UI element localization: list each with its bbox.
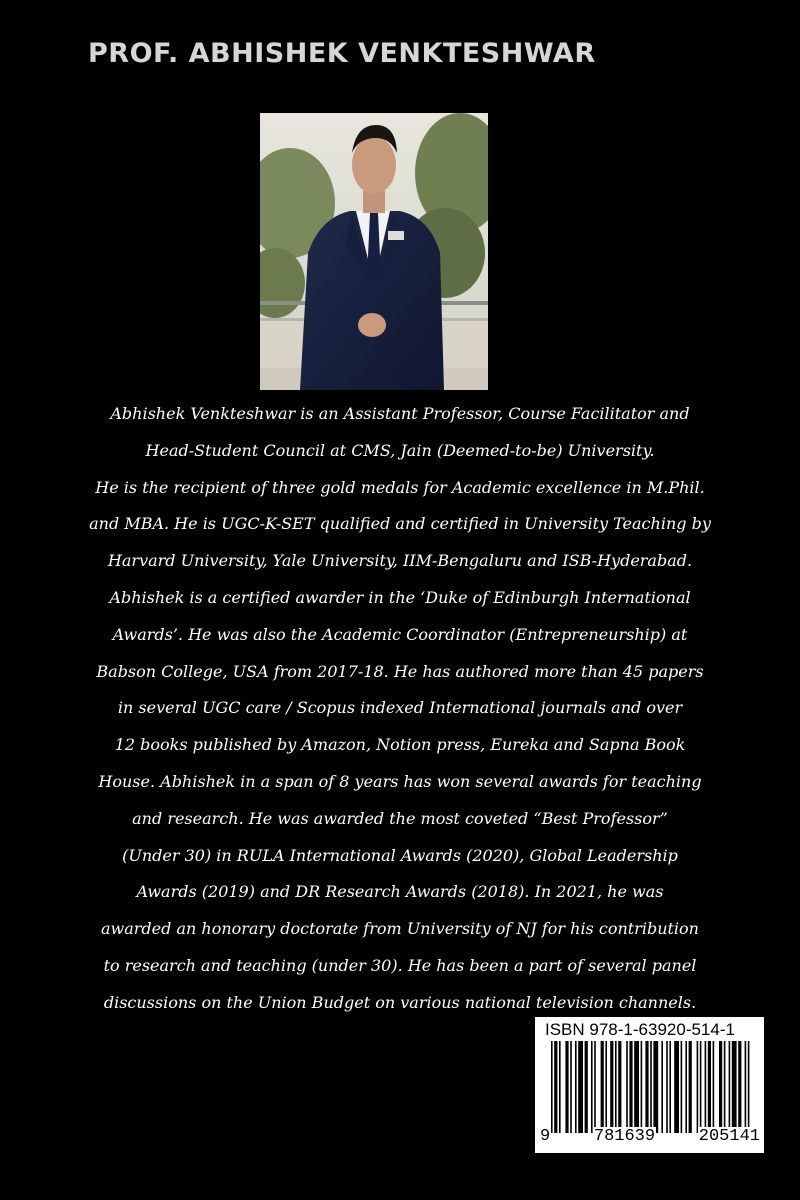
barcode-digit-group: 205141	[698, 1127, 760, 1146]
barcode-bar	[641, 1041, 643, 1133]
bio-line: Babson College, USA from 2017-18. He has authored more than 45 papers	[96, 661, 704, 681]
barcode-bar	[729, 1041, 731, 1133]
barcode-bar	[575, 1041, 577, 1133]
author-name: PROF. ABHISHEK VENKTESHWAR	[88, 38, 596, 69]
barcode-bar	[669, 1041, 671, 1133]
barcode-bar	[689, 1041, 692, 1133]
barcode-bar	[700, 1041, 702, 1133]
bio-line: Head-Student Council at CMS, Jain (Deemed-to-be) University.	[145, 440, 655, 460]
barcode-bar	[653, 1041, 658, 1133]
barcode-bar	[674, 1041, 679, 1133]
barcode-bar	[666, 1041, 668, 1133]
barcode-digit-group: 9	[540, 1127, 551, 1146]
barcode-bar	[610, 1041, 613, 1133]
bio-line: discussions on the Union Budget on various national television channels.	[103, 992, 697, 1012]
barcode-bar	[618, 1041, 621, 1133]
barcode-bar	[661, 1041, 663, 1133]
bio-line: Awards (2019) and DR Research Awards (2018). In 2021, he was	[136, 882, 664, 902]
barcode-bar	[748, 1041, 750, 1133]
bio-line: (Under 30) in RULA International Awards (2020), Global Leadership	[122, 845, 678, 865]
bio-line: and MBA. He is UGC-K-SET qualified and certified in University Teaching by	[89, 514, 711, 534]
bio-line: awarded an honorary doctorate from University of NJ for his contribution	[101, 919, 699, 939]
barcode-bar	[591, 1041, 593, 1133]
author-bio	[40, 396, 760, 1022]
barcode-bar	[724, 1041, 726, 1133]
barcode-bar	[551, 1041, 553, 1133]
barcode-bar	[554, 1041, 557, 1133]
author-photo	[260, 113, 488, 390]
barcode-bars	[541, 1041, 759, 1133]
bio-line: He is the recipient of three gold medals for Academic excellence in M.Phil.	[95, 477, 705, 497]
barcode-bar	[705, 1041, 707, 1133]
barcode-bar	[594, 1041, 596, 1133]
barcode-bar	[615, 1041, 617, 1133]
barcode-bar	[626, 1041, 628, 1133]
barcode-bar	[685, 1041, 687, 1133]
barcode-bar	[697, 1041, 699, 1133]
barcode-bar	[565, 1041, 568, 1133]
bio-line: and research. He was awarded the most coveted “Best Professor”	[132, 808, 668, 828]
barcode-bar	[570, 1041, 572, 1133]
barcode-bar	[719, 1041, 722, 1133]
bio-line: Abhishek Venkteshwar is an Assistant Professor, Course Facilitator and	[110, 404, 690, 423]
barcode-bar	[629, 1041, 632, 1133]
barcode-bar	[559, 1041, 561, 1133]
barcode-bar	[601, 1041, 604, 1133]
barcode-bar	[585, 1041, 588, 1133]
barcode-bar	[645, 1041, 648, 1133]
barcode-bar	[634, 1041, 639, 1133]
barcode-bar	[732, 1041, 737, 1133]
barcode-bar	[713, 1041, 715, 1133]
bio-line: 12 books published by Amazon, Notion press, Eureka and Sapna Book	[114, 735, 686, 755]
barcode-bar	[650, 1041, 652, 1133]
bio-line: Abhishek is a certified awarder in the ‘Duke of Edinburgh International	[109, 587, 691, 607]
bio-line: Awards’. He was also the Academic Coordinator (Entrepreneurship) at	[112, 624, 688, 644]
barcode-bar	[738, 1041, 741, 1133]
bio-line: House. Abhishek in a span of 8 years has won several awards for teaching	[98, 771, 702, 791]
bio-line: Harvard University, Yale University, IIM-Bengaluru and ISB-Hyderabad.	[107, 551, 693, 571]
barcode-bar	[578, 1041, 583, 1133]
isbn-barcode	[533, 1015, 766, 1155]
barcode-bar	[605, 1041, 607, 1133]
barcode-digit-group: 781639	[593, 1127, 656, 1146]
bio-line: in several UGC care / Scopus indexed International journals and over	[117, 698, 683, 718]
barcode-bar	[745, 1041, 747, 1133]
bio-line: to research and teaching (under 30). He has been a part of several panel	[103, 955, 697, 975]
barcode-bar	[681, 1041, 683, 1133]
barcode-bar	[708, 1041, 711, 1133]
barcode-digits	[539, 1127, 761, 1146]
isbn-label: ISBN 978-1-63920-514-1	[545, 1020, 735, 1039]
